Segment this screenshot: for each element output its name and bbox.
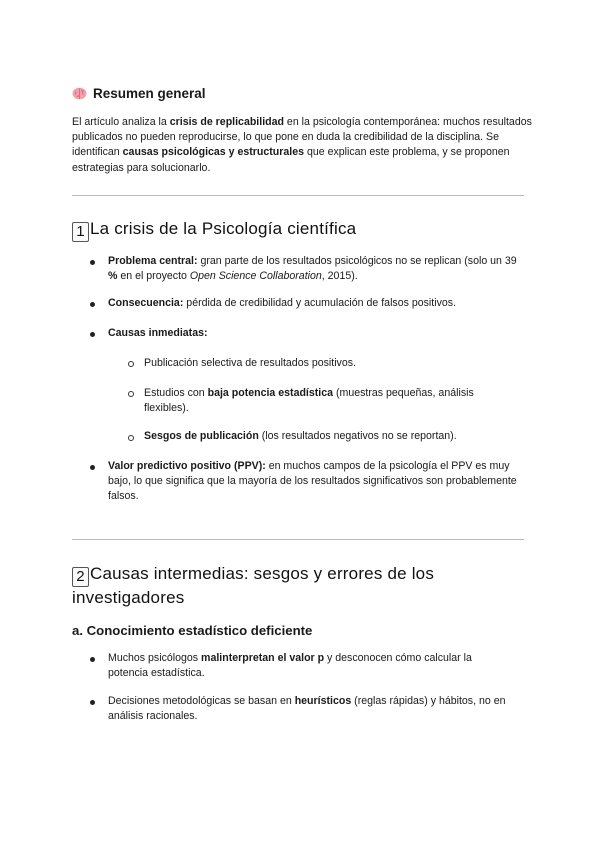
item-text: (muestras pequeñas, análisis flexibles).: [144, 387, 474, 414]
item-bold: heurísticos: [294, 695, 352, 707]
item-bold: %: [108, 270, 118, 282]
item-label: Causas inmediatas:: [108, 327, 208, 339]
item-italic: Open Science Collaboration: [189, 270, 322, 282]
summary-heading: [72, 86, 206, 101]
list-item: [108, 459, 518, 504]
item-text: (reglas rápidas) y hábitos, no en análisis racionales.: [108, 695, 506, 722]
item-text: y desconocen cómo calcular la potencia estadística.: [108, 652, 472, 679]
list-item: [108, 694, 528, 724]
summary-text-2: en la psicología contemporánea: muchos resultados publicados no pueden reproducirse, lo que pone en duda la credibilidad de la disciplina. Se identifican: [72, 116, 532, 159]
item-text: en el proyecto: [117, 270, 190, 282]
item-text: pérdida de credibilidad y acumulación de falsos positivos.: [183, 297, 457, 309]
section2-title: Causas intermedias: sesgos y errores de los investigadores: [72, 564, 435, 607]
sub-list-item: [144, 356, 524, 371]
number-2-icon: 2: [72, 567, 89, 587]
item-label: Valor predictivo positivo (PPV):: [108, 460, 266, 472]
item-text: Muchos psicólogos: [108, 652, 202, 664]
subsection-heading: a. Conocimiento estadístico deficiente: [72, 623, 313, 638]
summary-paragraph: [72, 115, 532, 176]
sub-bullet-icon: [128, 435, 134, 441]
item-label: Consecuencia:: [108, 297, 184, 309]
section2-heading: [72, 563, 512, 609]
bullet-icon: [90, 302, 95, 307]
section1-heading: [72, 218, 356, 242]
item-text: Publicación selectiva de resultados positivos.: [144, 357, 356, 369]
item-text: gran parte de los resultados psicológicos no se replican (solo un 39: [197, 255, 517, 267]
item-text: en muchos campos de la psicología el PPV es muy bajo, lo que significa que la mayoría de los resultados significativos son probablemente falsos.: [108, 460, 517, 502]
bullet-icon: [90, 260, 95, 265]
item-bold: malinterpretan el valor p: [201, 652, 325, 664]
item-text: (los resultados negativos no se reportan).: [258, 430, 457, 442]
bullet-icon: [90, 700, 95, 705]
item-text: Decisiones metodológicas se basan en: [108, 695, 295, 707]
sub-bullet-icon: [128, 391, 134, 397]
item-text: , 2015).: [321, 270, 358, 282]
bullet-icon: [90, 332, 95, 337]
summary-bold-2: causas psicológicas y estructurales: [122, 146, 305, 159]
summary-text-1: El artículo analiza la: [72, 116, 170, 128]
section1-title: La crisis de la Psicología científica: [90, 219, 357, 238]
item-text: Estudios con: [144, 387, 208, 399]
sub-list-item: [144, 429, 524, 444]
item-label: Problema central:: [108, 255, 198, 267]
list-item: [108, 326, 528, 341]
item-bold: baja potencia estadística: [207, 387, 334, 399]
summary-text-3: que explican este problema, y se proponen estrategias para solucionarlo.: [72, 146, 510, 174]
number-1-icon: 1: [72, 222, 89, 242]
sub-list-item: [144, 386, 514, 416]
list-item: [108, 296, 528, 311]
divider: [72, 539, 524, 540]
list-item: [108, 254, 528, 284]
bullet-icon: [90, 465, 95, 470]
bullet-icon: [90, 657, 95, 662]
divider: [72, 195, 524, 196]
brain-icon: [72, 87, 87, 100]
list-item: [108, 651, 508, 681]
item-bold: Sesgos de publicación: [144, 430, 259, 442]
summary-title: Resumen general: [93, 86, 206, 101]
sub-bullet-icon: [128, 361, 134, 367]
summary-bold-1: crisis de replicabilidad: [169, 116, 284, 128]
